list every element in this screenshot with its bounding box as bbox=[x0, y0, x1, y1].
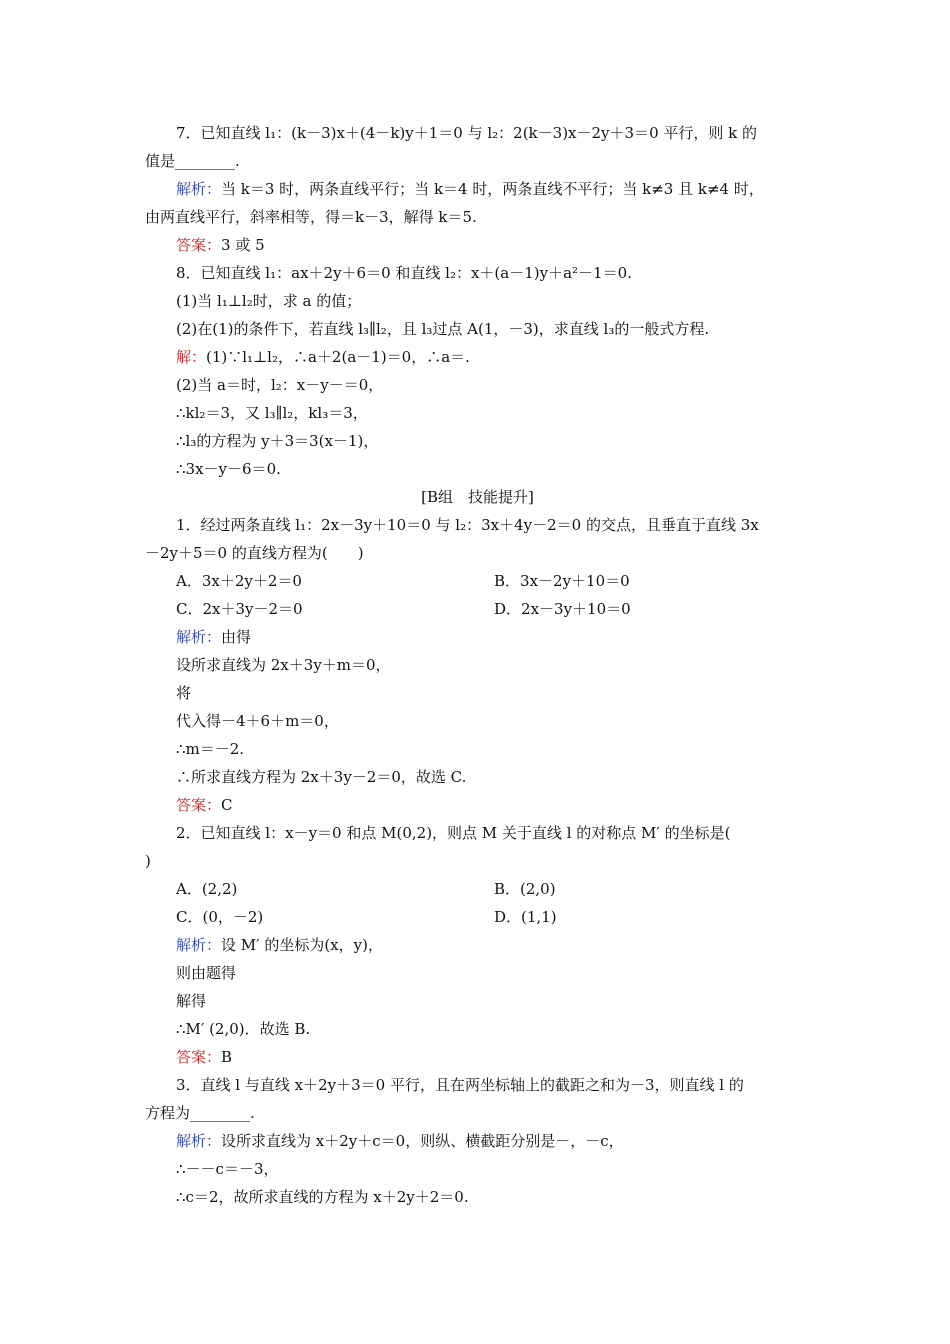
b-question-2-solution-line-2: 则由题得 bbox=[176, 964, 237, 982]
solution-text: 设 M′ 的坐标为(x，y)， bbox=[221, 936, 383, 954]
b-question-1-answer bbox=[176, 795, 841, 815]
b-question-3-solution-line-2: ∴－－c＝－3， bbox=[176, 1160, 279, 1178]
section-b-heading: [B组 技能提升] bbox=[421, 488, 534, 506]
b-question-1-line-1: 1．经过两条直线 l₁：2x－3y＋10＝0 与 l₂：3x＋4y－2＝0 的交点，且垂直于直线 3x bbox=[176, 516, 759, 534]
question-8-solution-line-4: ∴l₃的方程为 y＋3＝3(x－1)， bbox=[176, 432, 379, 450]
b-question-1-solution-line-1 bbox=[176, 627, 841, 647]
question-8-solution-line-3: ∴kl₂＝3，又 l₃∥l₂，kl₃＝3， bbox=[176, 404, 368, 422]
question-8-solution-line-5: ∴3x－y－6＝0. bbox=[176, 460, 281, 478]
b-question-2-option-c: C．(0，－2) bbox=[176, 908, 264, 926]
solution-text: (1)∵l₁⊥l₂，∴a＋2(a－1)＝0，∴a＝. bbox=[206, 348, 470, 366]
solution-label: 解析： bbox=[176, 1132, 222, 1150]
question-8-solution-line-1 bbox=[176, 347, 841, 367]
b-question-1-option-b: B．3x－2y＋10＝0 bbox=[494, 572, 630, 590]
question-7-solution-line-1 bbox=[176, 179, 841, 199]
solution-text: 由得 bbox=[221, 628, 252, 646]
solution-label: 解析： bbox=[176, 180, 222, 198]
answer-text: C bbox=[221, 796, 233, 814]
answer-text: B bbox=[221, 1048, 233, 1066]
b-question-2-option-d: D．(1,1) bbox=[494, 908, 557, 926]
b-question-1-solution-line-6: ∴所求直线方程为 2x＋3y－2＝0，故选 C. bbox=[176, 768, 467, 786]
b-question-2-solution-line-4: ∴M′ (2,0)．故选 B. bbox=[176, 1020, 311, 1038]
b-question-1-option-a: A．3x＋2y＋2＝0 bbox=[176, 572, 302, 590]
solution-label: 解： bbox=[176, 348, 207, 366]
b-question-2-solution-line-3: 解得 bbox=[176, 992, 207, 1010]
b-question-2-solution-line-1 bbox=[176, 935, 841, 955]
question-8-line-1: 8．已知直线 l₁：ax＋2y＋6＝0 和直线 l₂：x＋(a－1)y＋a²－1＝0. bbox=[176, 264, 632, 282]
question-7-answer bbox=[176, 235, 841, 255]
b-question-1-solution-line-2: 设所求直线为 2x＋3y＋m＝0， bbox=[176, 656, 391, 674]
answer-label: 答案： bbox=[176, 236, 222, 254]
question-8-line-3: (2)在(1)的条件下，若直线 l₃∥l₂，且 l₃过点 A(1，－3)，求直线 l₃的一般式方程. bbox=[176, 320, 710, 338]
solution-label: 解析： bbox=[176, 628, 222, 646]
b-question-1-solution-line-3: 将 bbox=[176, 684, 192, 702]
question-8-solution-line-2: (2)当 a＝时，l₂：x－y－＝0， bbox=[176, 376, 384, 394]
answer-label: 答案： bbox=[176, 1048, 222, 1066]
b-question-2-option-b: B．(2,0) bbox=[494, 880, 556, 898]
b-question-3-line-2: 方程为________. bbox=[145, 1104, 255, 1122]
answer-label: 答案： bbox=[176, 796, 222, 814]
question-7-solution-line-2: 由两直线平行，斜率相等，得＝k－3，解得 k＝5. bbox=[145, 208, 477, 226]
b-question-2-answer bbox=[176, 1047, 841, 1067]
b-question-1-option-c: C．2x＋3y－2＝0 bbox=[176, 600, 303, 618]
question-7-line-2: 值是________. bbox=[145, 152, 240, 170]
b-question-3-solution-line-3: ∴c＝2，故所求直线的方程为 x＋2y＋2＝0. bbox=[176, 1188, 469, 1206]
question-7-line-1: 7．已知直线 l₁：(k－3)x＋(4－k)y＋1＝0 与 l₂：2(k－3)x－2y＋3＝0 平行，则 k 的 bbox=[176, 124, 758, 142]
b-question-1-solution-line-4: 代入得－4＋6＋m＝0， bbox=[176, 712, 339, 730]
b-question-3-solution-line-1 bbox=[176, 1131, 841, 1151]
b-question-3-line-1: 3．直线 l 与直线 x＋2y＋3＝0 平行，且在两坐标轴上的截距之和为－3，则直线 l 的 bbox=[176, 1076, 744, 1094]
b-question-2-line-1: 2．已知直线 l：x－y＝0 和点 M(0,2)，则点 M 关于直线 l 的对称点 M′ 的坐标是( bbox=[176, 824, 731, 842]
solution-text: 设所求直线为 x＋2y＋c＝0，则纵、横截距分别是－，－c， bbox=[221, 1132, 624, 1150]
b-question-1-line-2: －2y＋5＝0 的直线方程为( ) bbox=[145, 544, 364, 562]
solution-text: 当 k＝3 时，两条直线平行；当 k＝4 时，两条直线不平行；当 k≠3 且 k≠4 时， bbox=[221, 180, 764, 198]
b-question-2-line-2: ) bbox=[145, 852, 151, 870]
b-question-1-option-d: D．2x－3y＋10＝0 bbox=[494, 600, 631, 618]
question-8-line-2: (1)当 l₁⊥l₂时，求 a 的值； bbox=[176, 292, 362, 310]
b-question-2-option-a: A．(2,2) bbox=[176, 880, 238, 898]
solution-label: 解析： bbox=[176, 936, 222, 954]
b-question-1-solution-line-5: ∴m＝－2. bbox=[176, 740, 245, 758]
answer-text: 3 或 5 bbox=[221, 236, 265, 254]
